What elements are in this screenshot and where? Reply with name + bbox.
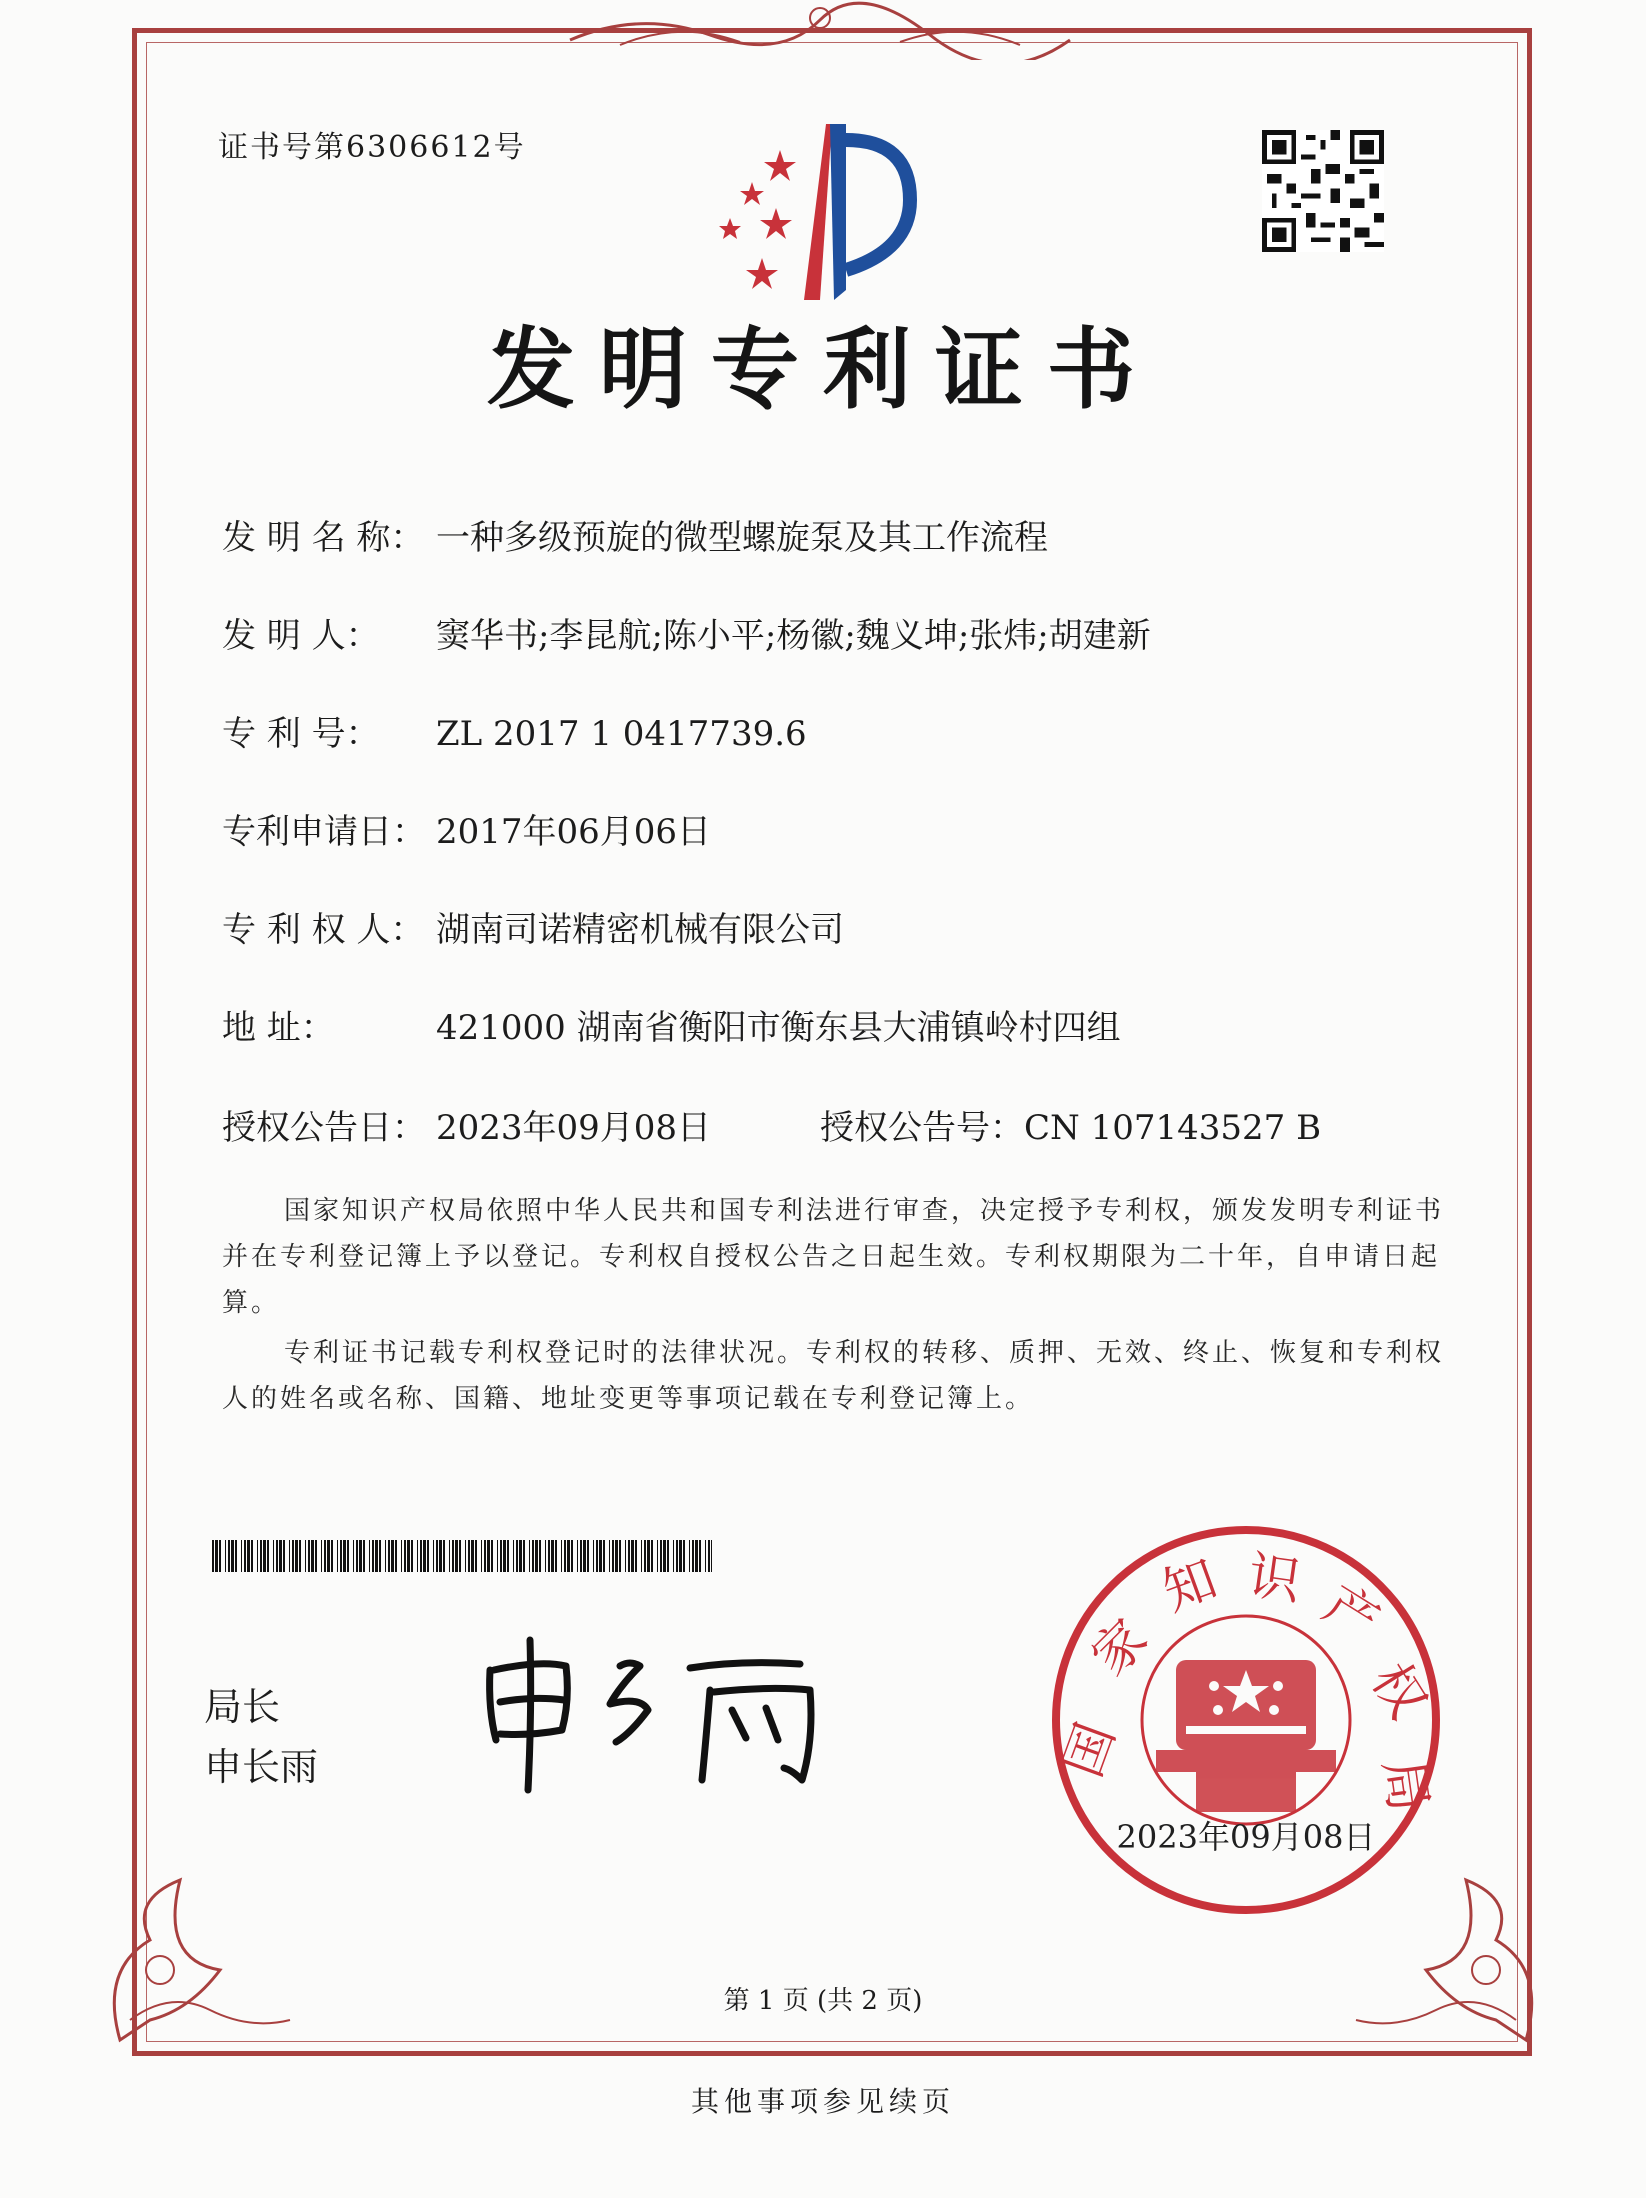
svg-text:识: 识 — [1244, 1545, 1305, 1613]
svg-text:局: 局 — [1371, 1755, 1439, 1816]
field-value: 2017年06月06日 — [436, 812, 712, 852]
field-grant-date — [222, 1100, 711, 1149]
statement-paragraph-1: 国家知识产权局依照中华人民共和国专利法进行审查，决定授予专利权，颁发发明专利证书并在专利登记簿上予以登记。专利权自授权公告之日起生效。专利权期限为二十年，自申请日起算。 — [222, 1196, 1445, 1318]
field-value: ZL 2017 1 0417739.6 — [436, 714, 807, 754]
director-title: 局长 — [204, 1685, 281, 1729]
field-label: 授权公告日： — [222, 1108, 426, 1148]
field-label: 地 址： — [222, 1008, 335, 1048]
svg-text:家: 家 — [1080, 1608, 1160, 1688]
seal-date: 2023年09月08日 — [1116, 1818, 1376, 1856]
field-invention-name — [222, 510, 1048, 559]
field-value: 湖南司诺精密机械有限公司 — [436, 910, 844, 950]
field-patent-number — [222, 706, 807, 755]
certificate-title: 发明专利证书 — [486, 318, 1159, 421]
field-value: CN 107143527 B — [1024, 1108, 1322, 1148]
svg-text:产: 产 — [1313, 1574, 1389, 1653]
field-label: 专 利 号： — [222, 714, 380, 754]
qr-code-icon — [1262, 130, 1384, 252]
svg-text:国: 国 — [1052, 1715, 1128, 1785]
field-inventors — [222, 608, 1151, 657]
field-label: 专利申请日： — [222, 812, 426, 852]
page-number: 第 1 页 (共 2 页) — [723, 1986, 923, 2016]
field-publication-number — [820, 1100, 1321, 1149]
certificate-number: 证书号第6306612号 — [218, 130, 526, 165]
footer-note: 其他事项参见续页 — [690, 2085, 955, 2118]
barcode-icon — [212, 1540, 712, 1572]
field-label: 发 明 名 称： — [222, 518, 425, 558]
field-patentee — [222, 902, 844, 951]
svg-text:知: 知 — [1155, 1548, 1225, 1624]
field-address — [222, 1000, 1121, 1049]
top-ornament — [560, 0, 1080, 60]
statement-paragraph-2: 专利证书记载专利权登记时的法律状况。专利权的转移、质押、无效、终止、恢复和专利权人的姓名或名称、国籍、地址变更等事项记载在专利登记簿上。 — [222, 1338, 1445, 1414]
field-application-date — [222, 804, 711, 853]
field-value: 窦华书;李昆航;陈小平;杨徽;魏义坤;张炜;胡建新 — [436, 616, 1151, 656]
svg-text:权: 权 — [1359, 1653, 1438, 1729]
field-value: 2023年09月08日 — [436, 1108, 712, 1148]
bottom-left-ornament — [90, 1820, 310, 2060]
field-value: 421000 湖南省衡阳市衡东县大浦镇岭村四组 — [436, 1008, 1121, 1048]
field-label: 授权公告号： — [820, 1108, 1024, 1148]
cnipa-logo-icon — [700, 120, 950, 320]
field-label: 专 利 权 人： — [222, 910, 425, 950]
field-label: 发 明 人： — [222, 616, 380, 656]
director-signature — [470, 1630, 850, 1800]
official-seal-icon — [1046, 1520, 1446, 1920]
director-name: 申长雨 — [204, 1745, 319, 1789]
field-value: 一种多级预旋的微型螺旋泵及其工作流程 — [436, 518, 1048, 558]
